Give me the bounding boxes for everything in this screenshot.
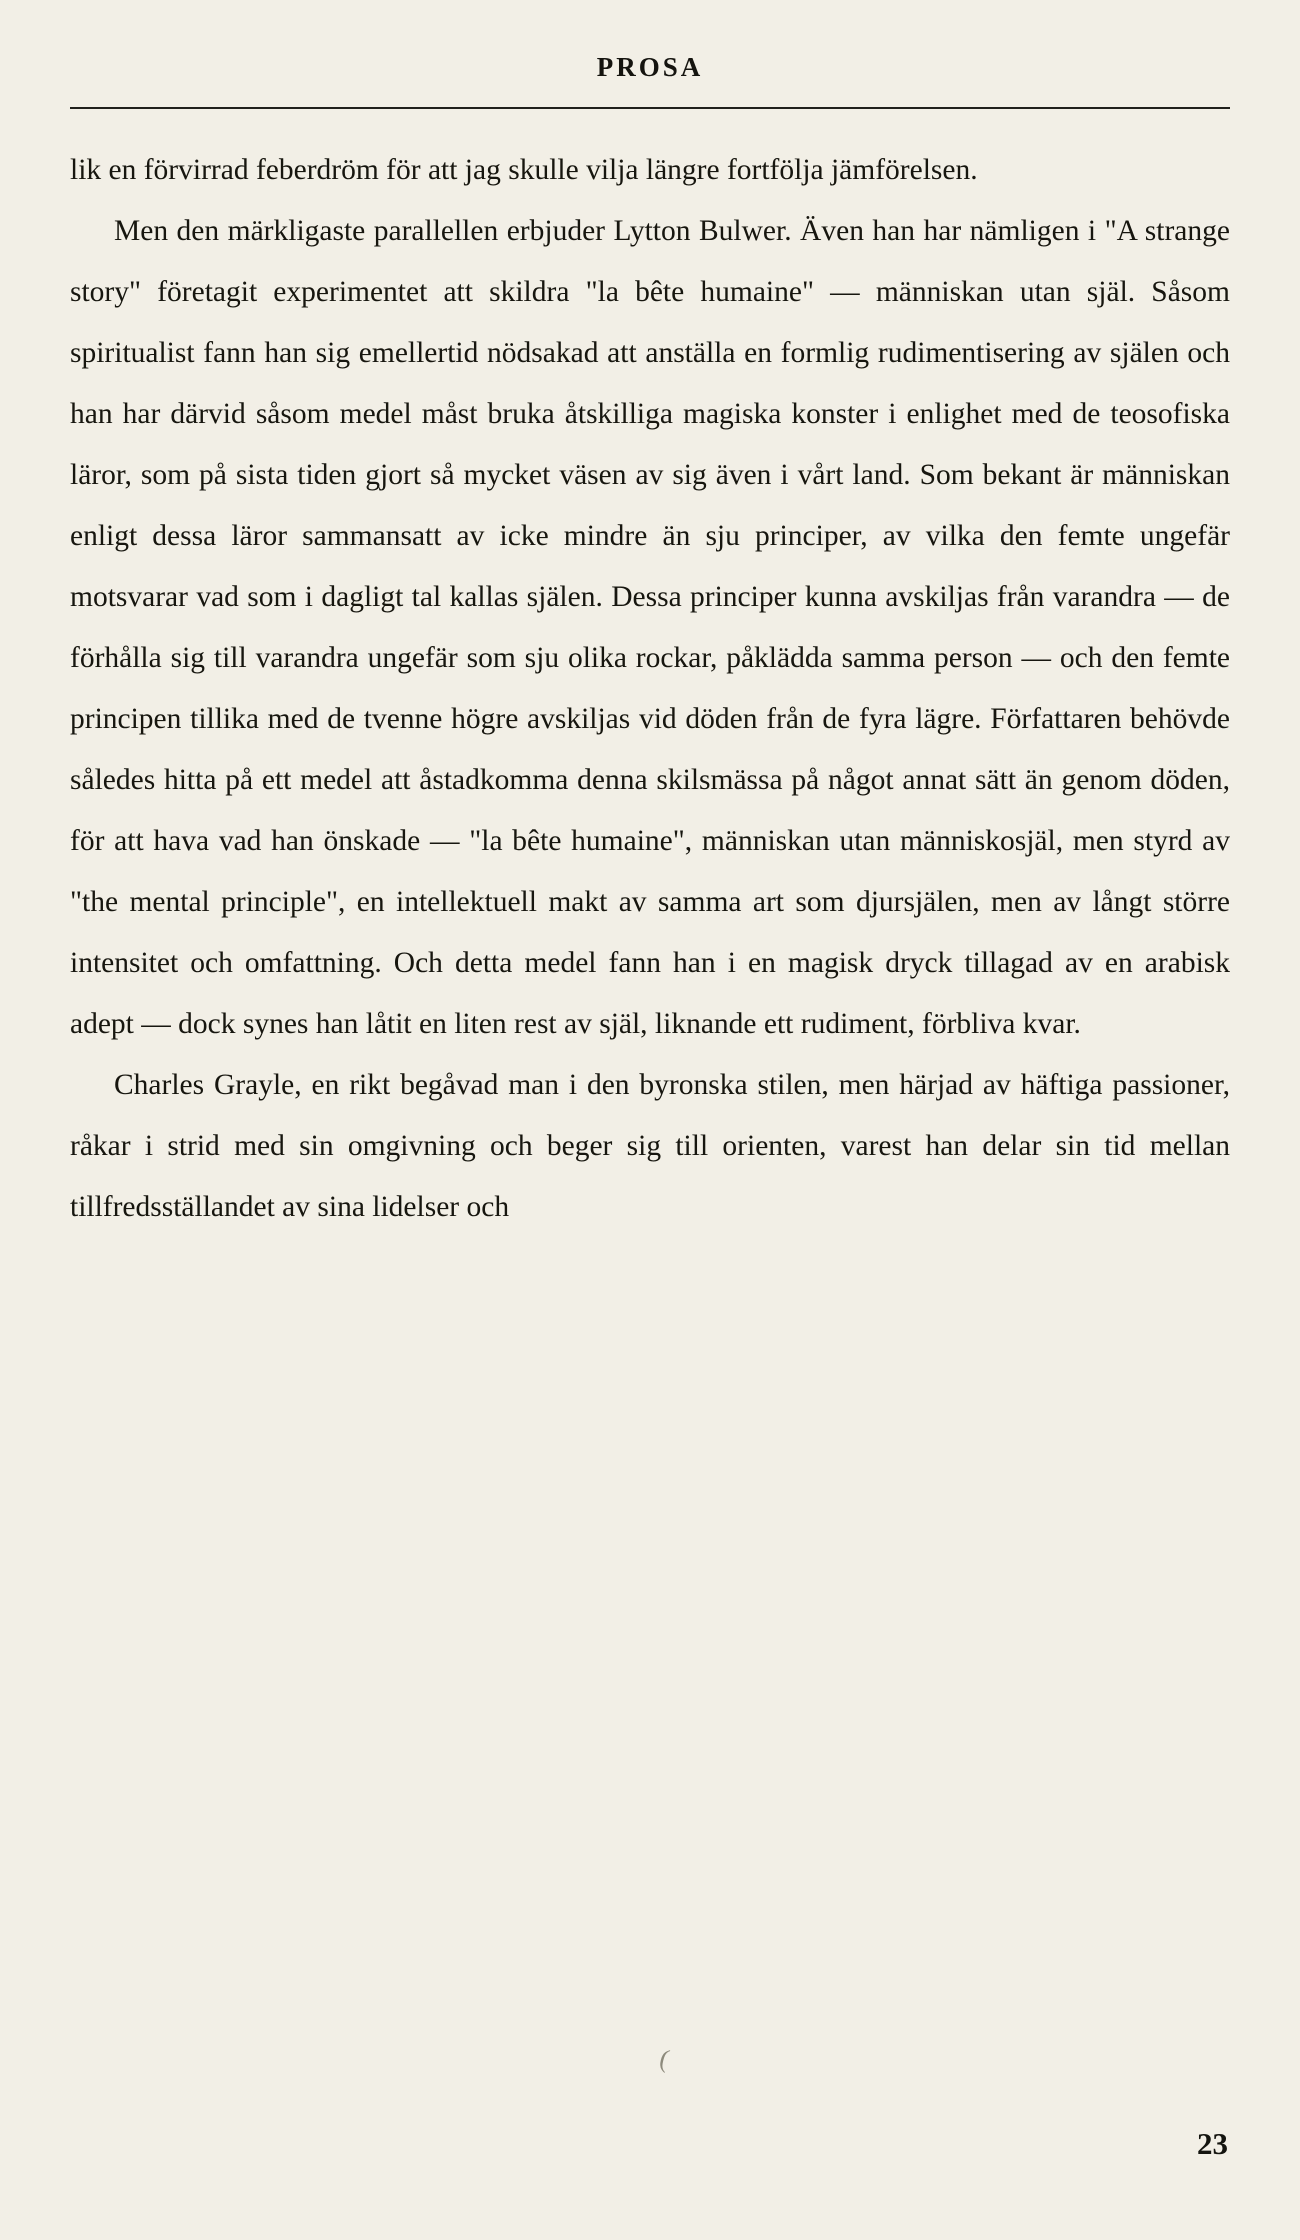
header-rule — [70, 107, 1230, 109]
running-head: PROSA — [596, 52, 704, 82]
page-number: 23 — [1197, 2126, 1228, 2161]
paragraph-3: Charles Grayle, en rikt begåvad man i den byronska stilen, men härjad av häftiga passioner, råkar i strid med sin omgivning och beger sig till orienten, varest han delar sin tid mellan tillfredsställandet av sina lidelser och — [70, 1069, 1230, 1223]
stray-ink-mark: ( — [656, 2043, 673, 2074]
body-text — [70, 140, 1230, 1238]
paragraph-1: lik en förvirrad feberdröm för att jag skulle vilja längre fortfölja jämförelsen. — [70, 154, 978, 186]
paragraph-2: Men den märkligaste parallellen erbjuder Lytton Bulwer. Även han har nämligen i "A strange story" företagit experimentet att skildra "la bête humaine" — människan utan själ. Såsom spiritualist fann han sig emellertid nödsakad att anställa en formlig rudimentisering av själen och han har därvid såsom medel måst bruka åtskilliga magiska konster i enlighet med de teosofiska läror, som på sista tiden gjort så mycket väsen av sig även i vårt land. Som bekant är människan enligt dessa läror sammansatt av icke mindre än sju principer, av vilka den femte ungefär motsvarar vad som i dagligt tal kallas själen. Dessa principer kunna avskiljas från varandra — de förhålla sig till varandra ungefär som sju olika rockar, påklädda samma person — och den femte principen tillika med de tvenne högre avskiljas vid döden från de fyra lägre. Författaren behövde således hitta på ett medel att åstadkomma denna skilsmässa på något annat sätt än genom döden, för att hava vad han önskade — "la bête humaine", människan utan människosjäl, men styrd av "the mental principle", en intellektuell makt av samma art som djursjälen, men av långt större intensitet och omfattning. Och detta medel fann han i en magisk dryck tillagad av en arabisk adept — dock synes han låtit en liten rest av själ, liknande ett rudiment, förbliva kvar. — [70, 215, 1230, 1040]
